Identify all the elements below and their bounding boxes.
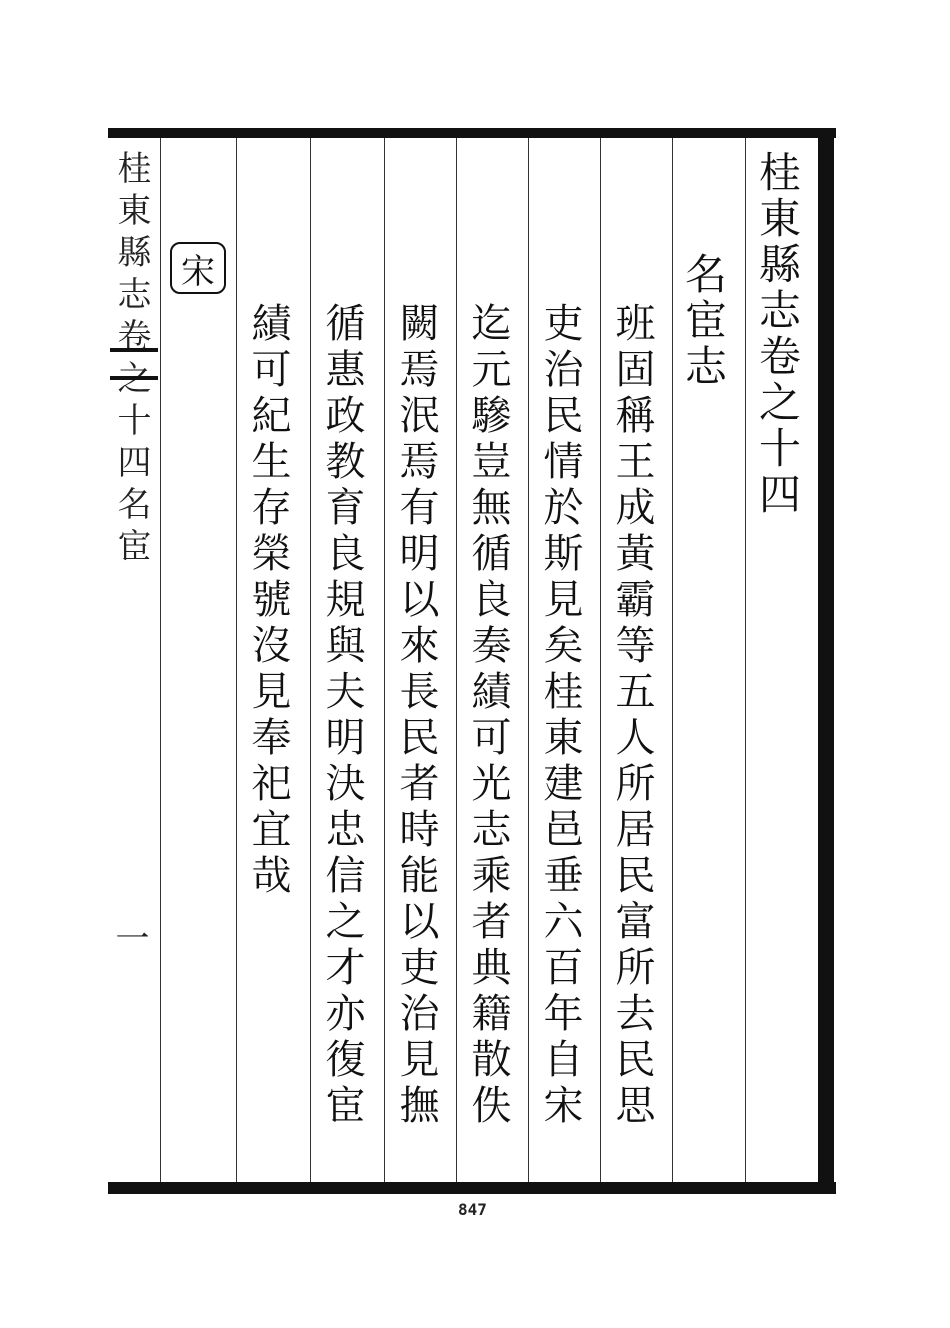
column-rule	[310, 138, 311, 1182]
text-column: 績可紀生存榮號沒見奉祀宜哉	[245, 302, 291, 900]
column-rule	[236, 138, 237, 1182]
frame-border-right	[818, 128, 834, 1194]
margin-title: 桂東縣志卷之十四名宦	[111, 150, 151, 570]
column-rule	[528, 138, 529, 1182]
frame-border-top	[108, 128, 836, 138]
column-rule	[745, 138, 746, 1182]
fold-number: 一	[109, 920, 149, 962]
column-rule	[600, 138, 601, 1182]
text-column: 吏治民情於斯見矣桂東建邑垂六百年自宋	[537, 302, 583, 1130]
column-rule	[384, 138, 385, 1182]
page-number: 847	[458, 1200, 487, 1219]
book-title: 桂東縣志卷之十四	[753, 150, 802, 518]
column-rule	[456, 138, 457, 1182]
text-column: 循惠政教育良規與夫明決忠信之才亦復宦	[319, 302, 365, 1130]
column-rule	[160, 138, 161, 1182]
chapter-title: 名宦志	[679, 252, 728, 390]
text-column: 闕焉泯焉有明以來長民者時能以吏治見撫	[393, 302, 439, 1130]
frame-border-bottom	[108, 1182, 836, 1194]
text-column: 迄元驂豈無循良奏績可光志乘者典籍散佚	[465, 302, 511, 1130]
text-column: 班固稱王成黃霸等五人所居民富所去民思	[609, 302, 655, 1130]
fishtail-mark	[110, 348, 158, 380]
column-rule	[672, 138, 673, 1182]
dynasty-mark: 宋	[170, 242, 226, 294]
